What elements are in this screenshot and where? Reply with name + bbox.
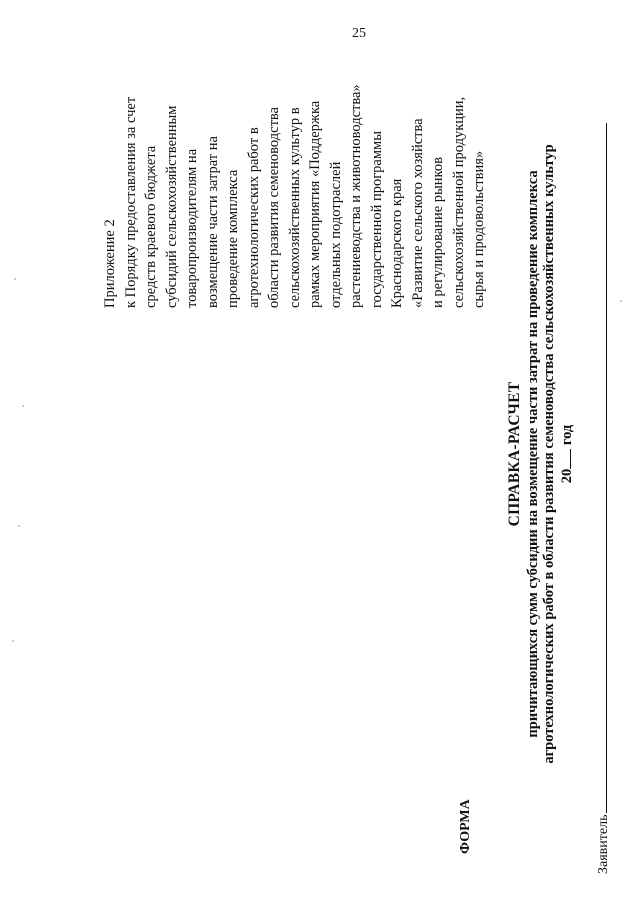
form-label: ФОРМА	[458, 799, 473, 854]
scan-speck	[12, 640, 14, 642]
appendix-line: области развития семеноводства	[266, 107, 282, 308]
appendix-line: к Порядку предоставления за счет	[122, 96, 139, 308]
scan-speck	[620, 300, 622, 302]
appendix-note	[100, 18, 490, 308]
appendix-line: сельскохозяйственных культур в	[286, 107, 303, 308]
heading-line-1: причитающихся сумм субсидии на возмещение части затрат на проведение комплекса	[525, 170, 541, 738]
applicant-label: Заявитель	[596, 814, 611, 874]
appendix-line: государственной программы	[368, 131, 385, 308]
year-line	[558, 4, 575, 904]
heading-line-2: агротехнологических работ в области развития семеноводства сельскохозяйственных культур	[541, 144, 557, 764]
year-prefix: 20	[559, 468, 575, 484]
appendix-line: средств краевого бюджета	[143, 145, 159, 308]
year-suffix: год	[559, 424, 575, 446]
appendix-line: Краснодарского края	[389, 178, 405, 308]
applicant-row	[594, 123, 612, 874]
appendix-line: Приложение 2	[102, 219, 118, 308]
appendix-line: сельскохозяйственной продукции,	[450, 96, 467, 308]
year-blank-field[interactable]	[558, 449, 571, 469]
appendix-line: проведение комплекса	[225, 169, 241, 308]
applicant-field[interactable]	[594, 123, 607, 813]
scan-speck	[14, 278, 16, 280]
appendix-line: рамках мероприятия «Поддержка	[307, 100, 323, 308]
appendix-line: растениеводства и животноводства»	[348, 84, 364, 308]
appendix-line: отдельных подотраслей	[327, 161, 344, 308]
appendix-line: товаропроизводителям на	[184, 148, 200, 308]
scan-speck	[18, 525, 20, 527]
appendix-line: возмещение части затрат на	[204, 136, 221, 308]
appendix-line: агротехнологических работ в	[245, 127, 262, 308]
appendix-line: «Развитие сельского хозяйства	[409, 118, 426, 308]
page-number: 25	[352, 26, 366, 41]
appendix-line: и регулирование рынков	[430, 157, 446, 308]
document-heading	[507, 4, 575, 904]
appendix-line: сырья и продовольствия»	[471, 150, 487, 308]
scan-speck	[22, 405, 24, 407]
appendix-line: субсидий сельскохозяйственным	[163, 105, 180, 308]
document-title: СПРАВКА-РАСЧЕТ	[506, 381, 523, 527]
